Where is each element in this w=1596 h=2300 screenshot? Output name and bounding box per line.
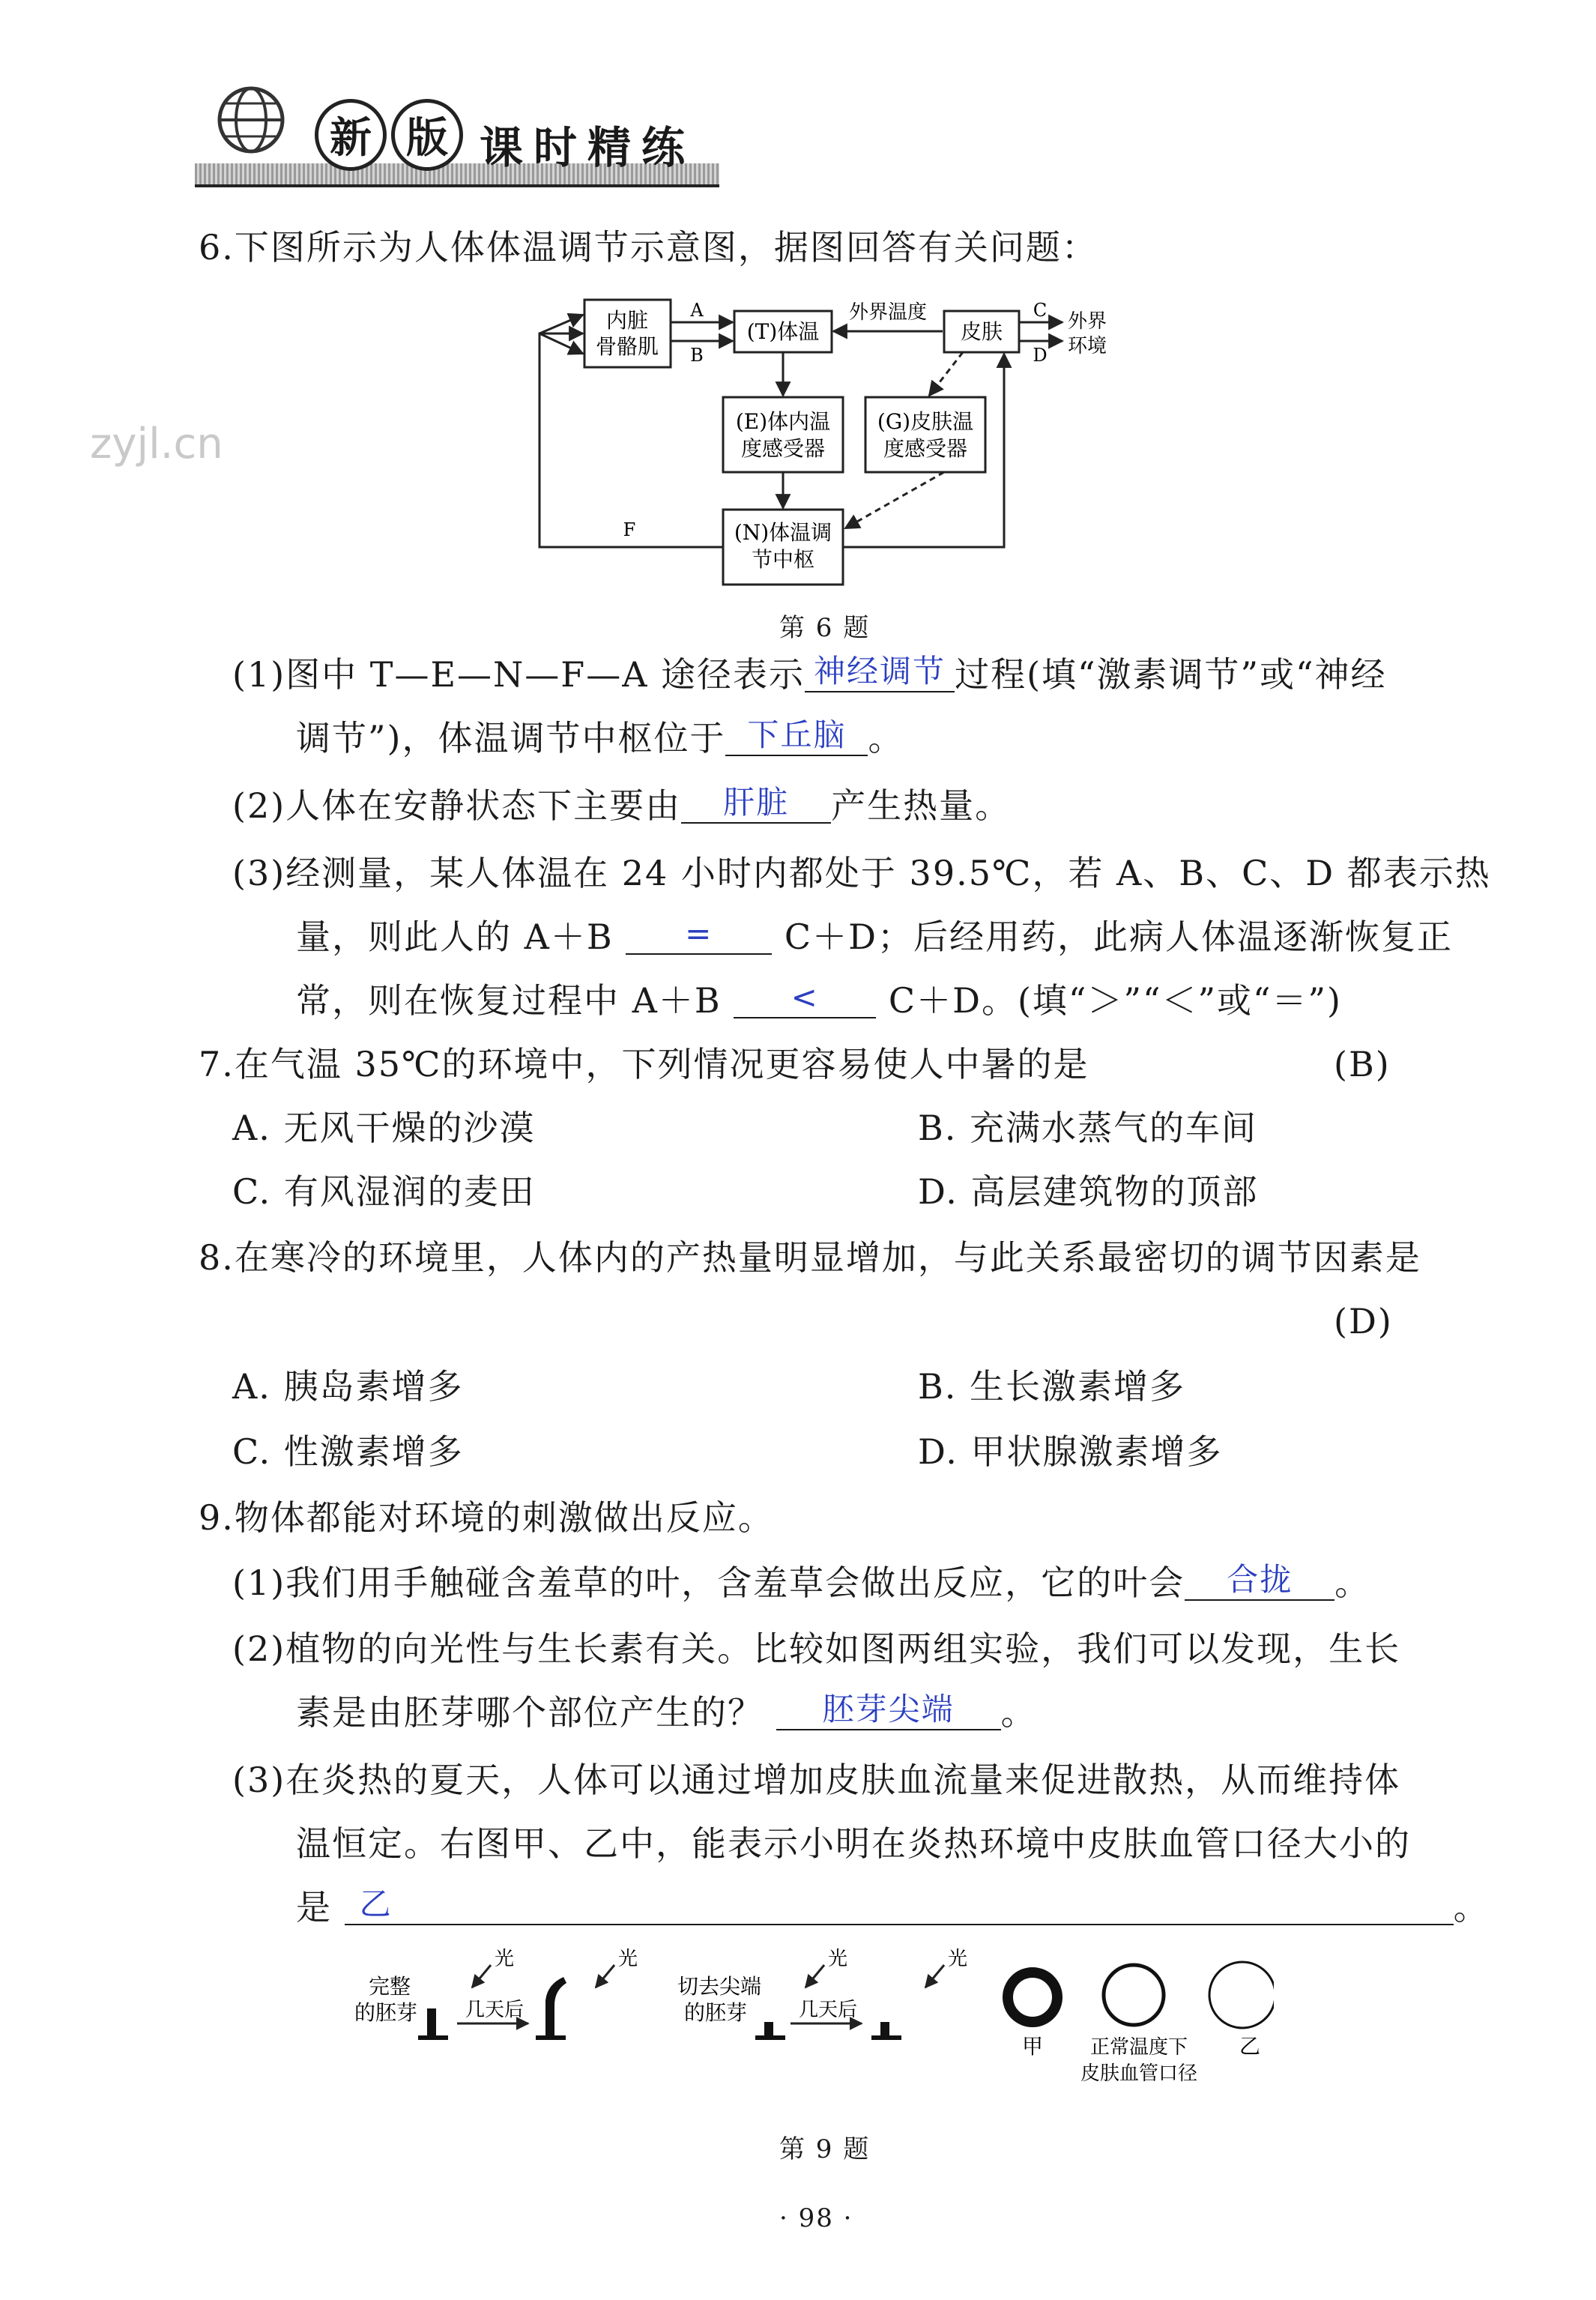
q6-part3-line1: (3)经测量，某人体温在 24 小时内都处于 39.5℃，若 A、B、C、D 都表示热: [232, 853, 1491, 893]
label-d: D: [1033, 345, 1048, 366]
env-label-2: 环境: [1068, 335, 1107, 357]
days-label-1: 几天后: [465, 1999, 525, 2021]
jia-label: 甲: [1021, 2034, 1044, 2059]
q8-option-a: A. 胰岛素增多: [232, 1366, 464, 1407]
q7-answer: B: [1348, 1044, 1376, 1084]
q9-part3-line2: 温恒定。右图甲、乙中，能表示小明在炎热环境中皮肤血管口径大小的: [296, 1823, 1411, 1864]
temp-label: (T)体温: [746, 319, 820, 344]
q6-answer-equal: =: [626, 914, 772, 955]
q6-part3-line3: 常，则在恢复过程中 A＋B < C＋D。(填“＞”“＜”或“＝”): [296, 979, 1342, 1021]
q8-option-d: D. 甲状腺激素增多: [918, 1431, 1223, 1472]
q6-caption: 第 6 题: [779, 613, 871, 643]
label-b: B: [690, 345, 704, 366]
label-f: F: [623, 519, 636, 540]
q8-answer-paren: (D): [1334, 1301, 1393, 1341]
header-badge-edition: 版: [391, 99, 463, 171]
whole-label-2: 的胚芽: [354, 2000, 418, 2025]
header-badge-new: 新: [315, 99, 387, 171]
skin-label: 皮肤: [960, 319, 1003, 344]
coleoptile-cut-after: [880, 2022, 889, 2037]
q6-answer-less: <: [734, 978, 876, 1018]
q9-stem: 9.物体都能对环境的刺激做出反应。: [199, 1497, 774, 1538]
header-title: 课时精练: [480, 122, 696, 173]
g-sensor-box: [865, 397, 985, 472]
light-label-4: 光: [948, 1948, 968, 1970]
light-label-3: 光: [828, 1948, 848, 1970]
q9-part2-line1: (2)植物的向光性与生长素有关。比较如图两组实验，我们可以发现，生长: [232, 1629, 1401, 1669]
whole-label-1: 完整: [368, 1974, 411, 1999]
light-label-2: 光: [618, 1948, 638, 1970]
page-number: · 98 ·: [779, 2203, 853, 2233]
q6-part1-line1: (1)图中 T—E—N—F—A 途径表示 神经调节 过程(填“激素调节”或“神经: [232, 653, 1387, 695]
q9-part3-line1: (3)在炎热的夏天，人体可以通过增加皮肤血流量来促进散热，从而维持体: [232, 1760, 1401, 1800]
normal-label-1: 正常温度下: [1089, 2036, 1188, 2059]
e-sensor-box: [723, 397, 843, 472]
organ-label-2: 骨骼肌: [595, 334, 659, 359]
n-center-label-1: (N)体温调: [734, 520, 832, 545]
e-sensor-label-1: (E)体内温: [735, 409, 831, 434]
ext-temp-label: 外界温度: [848, 301, 928, 324]
q7-option-b: B. 充满水蒸气的车间: [918, 1108, 1258, 1148]
globe-logo-icon: [214, 82, 288, 157]
q8-option-c: C. 性激素增多: [232, 1431, 464, 1472]
q8-stem: 8.在寒冷的环境里，人体内的产热量明显增加，与此关系最密切的调节因素是: [199, 1237, 1421, 1278]
q9-answer-leaf: 合拢: [1185, 1560, 1334, 1601]
light-label-1: 光: [495, 1948, 515, 1970]
q9-answer-vessel: 乙: [345, 1885, 1454, 1925]
q6-part1-line2: 调节”)，体温调节中枢位于 下丘脑 。: [296, 716, 904, 758]
q7-option-d: D. 高层建筑物的顶部: [918, 1171, 1259, 1212]
q9-figure: [345, 1941, 1274, 2113]
watermark: zyjl.cn: [90, 420, 223, 468]
q7-option-a: A. 无风干燥的沙漠: [232, 1108, 536, 1148]
q6-answer-center: 下丘脑: [725, 716, 868, 756]
vessel-jia: [1008, 1972, 1057, 2022]
q8-option-b: B. 生长激素增多: [918, 1366, 1186, 1407]
q6-diagram: [525, 285, 1139, 600]
env-label-1: 外界: [1068, 310, 1107, 333]
q9-answer-tip: 胚芽尖端: [776, 1690, 1001, 1730]
g-sensor-label-2: 度感受器: [883, 436, 968, 461]
q9-caption: 第 9 题: [779, 2134, 871, 2164]
coleoptile-whole: [427, 2008, 436, 2037]
coleoptile-cut: [764, 2022, 773, 2037]
yi-label: 乙: [1239, 2034, 1261, 2059]
q9-part3-line3: 是 乙 。: [296, 1886, 1490, 1928]
q6-stem: 6.下图所示为人体体温调节示意图，据图回答有关问题：: [199, 227, 1098, 268]
q7-option-c: C. 有风湿润的麦田: [232, 1171, 536, 1212]
coleoptile-bent: [545, 1977, 566, 2037]
q6-part2: (2)人体在安静状态下主要由 肝脏 产生热量。: [232, 784, 1012, 826]
label-a: A: [690, 300, 704, 321]
cut-label-1: 切去尖端: [677, 1974, 762, 1999]
q6-part3-line2: 量，则此人的 A＋B = C＋D；后经用药，此病人体温逐渐恢复正: [296, 915, 1453, 957]
q7-answer-paren: (B): [1334, 1044, 1391, 1084]
q9-part1: (1)我们用手触碰含羞草的叶，含羞草会做出反应，它的叶会 合拢 。: [232, 1561, 1371, 1603]
g-sensor-label-1: (G)皮肤温: [877, 409, 974, 434]
label-c: C: [1033, 300, 1048, 321]
organ-label-1: 内脏: [605, 308, 649, 333]
q8-answer: D: [1348, 1301, 1378, 1341]
q6-answer-regulation: 神经调节: [805, 652, 955, 692]
header-rule: [195, 184, 719, 187]
cut-label-2: 的胚芽: [683, 2000, 748, 2025]
normal-label-2: 皮肤血管口径: [1080, 2062, 1198, 2085]
q7-stem: 7.在气温 35℃的环境中，下列情况更容易使人中暑的是: [199, 1044, 1089, 1084]
n-center-label-2: 节中枢: [751, 547, 815, 572]
e-sensor-label-2: 度感受器: [740, 436, 826, 461]
vessel-yi: [1209, 1962, 1274, 2028]
q9-part2-line2: 素是由胚芽哪个部位产生的？ 胚芽尖端 。: [296, 1691, 1037, 1733]
q6-answer-organ: 肝脏: [681, 783, 831, 824]
vessel-normal: [1104, 1965, 1164, 2025]
days-label-2: 几天后: [798, 1999, 858, 2021]
